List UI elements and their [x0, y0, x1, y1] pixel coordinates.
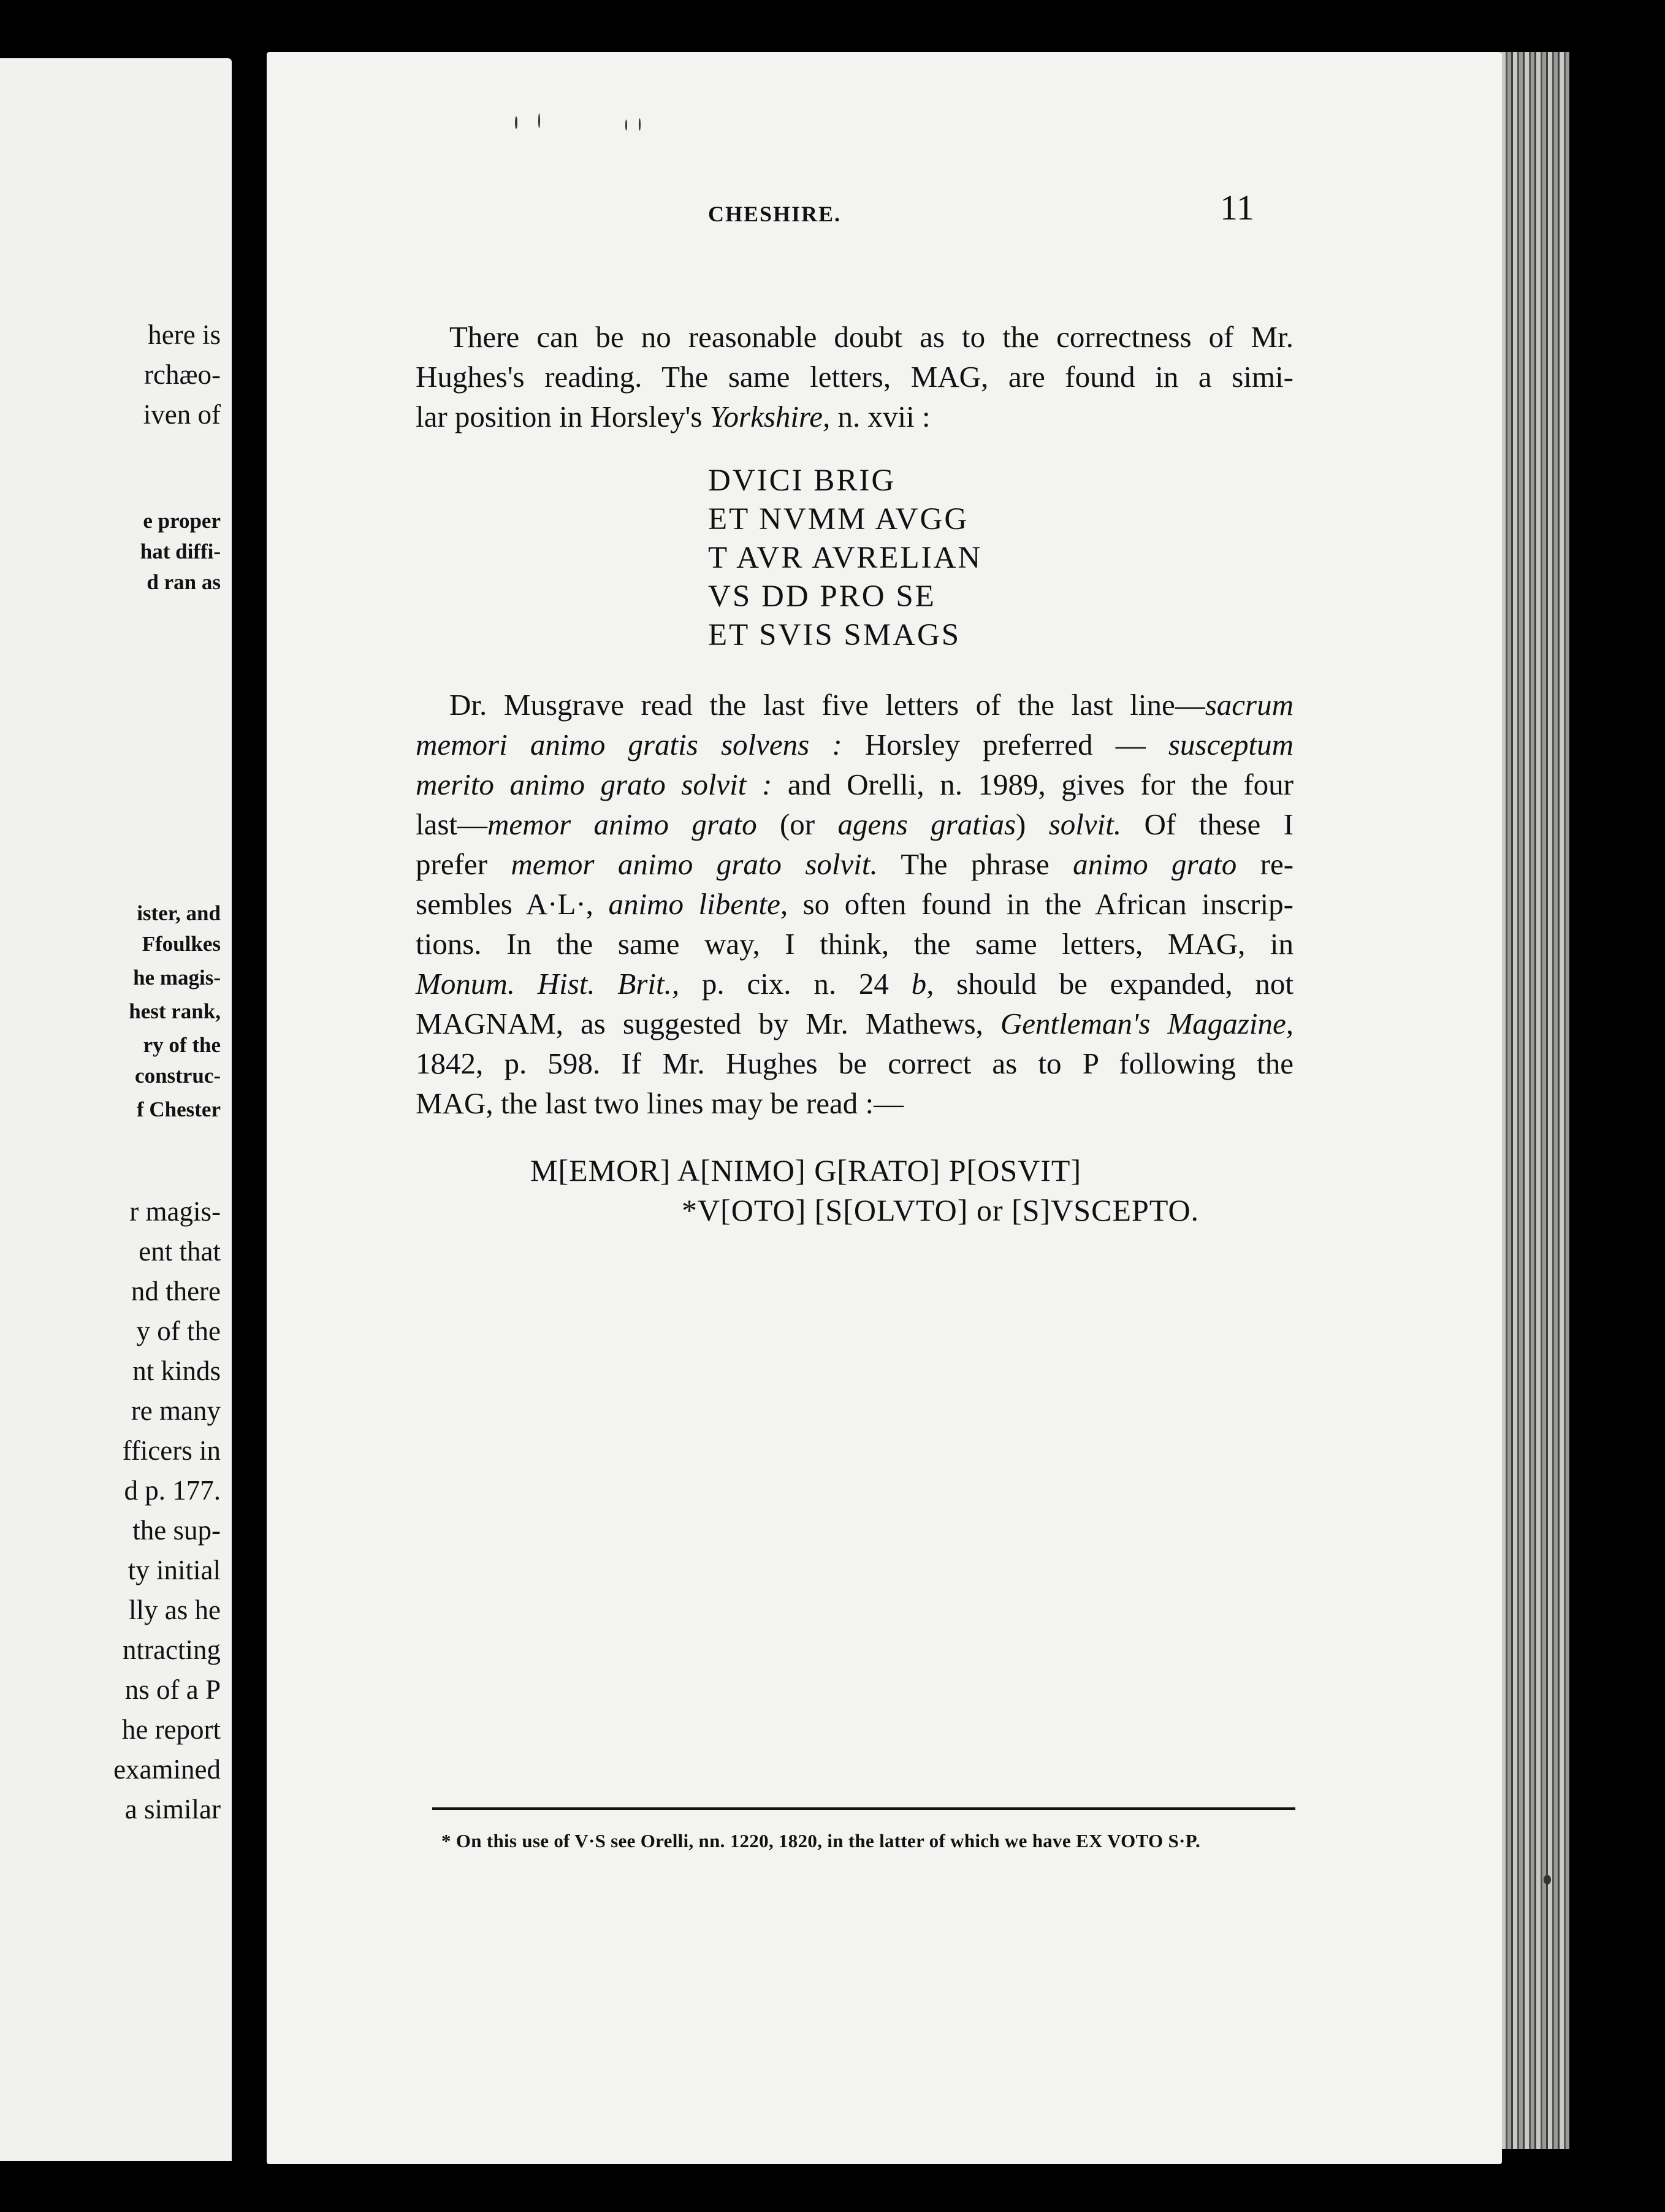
inscription-line: DVICI BRIG — [708, 463, 896, 498]
left-page-line: ty initial — [128, 1555, 221, 1585]
footnote-rule — [432, 1807, 1295, 1810]
left-page-line: d ran as — [147, 570, 221, 594]
left-page-line: e proper — [143, 509, 221, 533]
paragraph2-line11: MAG, the last two lines may be read :— — [416, 1086, 904, 1120]
expansion-line1: M[EMOR] A[NIMO] G[RATO] P[OSVIT] — [530, 1153, 1082, 1188]
left-page-line: examined — [113, 1754, 221, 1785]
footnote: * On this use of V·S see Orelli, nn. 1220, 1820, in the latter of which we have EX VOTO S·P. — [441, 1830, 1201, 1852]
left-page-line: the sup- — [132, 1515, 221, 1546]
left-page-line: fficers in — [122, 1435, 221, 1466]
left-page-line: ent that — [139, 1236, 221, 1267]
scan-speck — [515, 116, 517, 129]
expansion-line2: *V[OTO] [S[OLVTO] or [S]VSCEPTO. — [682, 1193, 1200, 1227]
left-facing-page — [0, 58, 232, 2161]
left-page-line: ns of a P — [124, 1674, 221, 1705]
paragraph2-line3: merito animo grato solvit : and Orelli, n. 1989, gives for the four — [416, 768, 1294, 801]
left-page-line: he magis- — [133, 966, 221, 990]
paragraph2-line7: tions. In the same way, I think, the same letters, MAG, in — [416, 927, 1294, 961]
inscription-line: ET SVIS SMAGS — [708, 618, 961, 652]
inscription-line: ET NVMM AVGG — [708, 502, 969, 536]
left-page-line: ister, and — [137, 901, 221, 925]
left-page-line: re many — [131, 1395, 221, 1426]
left-page-line: a similar — [124, 1794, 221, 1825]
left-page-line: f Chester — [136, 1097, 221, 1121]
paragraph2-line5: prefer memor animo grato solvit. The phrase animo grato re- — [416, 847, 1294, 881]
paragraph2-line2: memori animo gratis solvens : Horsley preferred — susceptum — [416, 728, 1294, 761]
left-page-line: Ffoulkes — [142, 932, 221, 956]
left-page-line: he report — [121, 1714, 221, 1745]
scan-speck — [538, 113, 540, 128]
paragraph1-line2: Hughes's reading. The same letters, MAG, are found in a simi- — [416, 360, 1294, 394]
paragraph1-line1: There can be no reasonable doubt as to the correctness of Mr. — [449, 320, 1294, 354]
paragraph2-line4: last—memor animo grato (or agens gratias) solvit. Of these I — [416, 807, 1294, 841]
left-page-line: nt kinds — [132, 1356, 221, 1386]
left-page-line: rchæo- — [144, 359, 221, 390]
paragraph2-line8: Monum. Hist. Brit., p. cix. n. 24 b, should be expanded, not — [416, 967, 1294, 1001]
scan-speck — [625, 120, 627, 131]
book-page-edges — [1496, 52, 1569, 2149]
paragraph2-line10: 1842, p. 598. If Mr. Hughes be correct as to P following the — [416, 1047, 1294, 1080]
running-head: CHESHIRE. — [708, 202, 842, 226]
left-page-line: ntracting — [123, 1634, 221, 1665]
left-page-line: nd there — [131, 1276, 221, 1306]
paragraph1-line3: lar position in Horsley's Yorkshire, n. xvii : — [416, 400, 931, 433]
paragraph2-line9: MAGNAM, as suggested by Mr. Mathews, Gentleman's Magazine, — [416, 1007, 1294, 1040]
left-page-line: r magis- — [129, 1196, 221, 1227]
left-page-line: hest rank, — [129, 999, 221, 1023]
scan-speck — [1544, 1875, 1551, 1885]
scan-speck — [639, 118, 641, 131]
inscription-line: T AVR AVRELIAN — [708, 541, 983, 575]
paragraph2-line6: sembles A·L·, animo libente, so often found in the African inscrip- — [416, 887, 1294, 921]
left-page-line: hat diffi- — [140, 540, 221, 563]
left-page-line: iven of — [143, 399, 221, 430]
page-number: 11 — [1220, 188, 1254, 227]
left-page-line: lly as he — [129, 1595, 221, 1625]
left-page-line: y of the — [136, 1316, 221, 1346]
inscription-line: VS DD PRO SE — [708, 579, 936, 614]
left-page-line: ry of the — [143, 1033, 221, 1057]
paragraph2-line1: Dr. Musgrave read the last five letters of the last line—sacrum — [449, 688, 1294, 722]
left-page-line: d p. 177. — [124, 1475, 221, 1506]
left-page-line: here is — [148, 319, 221, 350]
left-page-line: construc- — [135, 1064, 221, 1088]
